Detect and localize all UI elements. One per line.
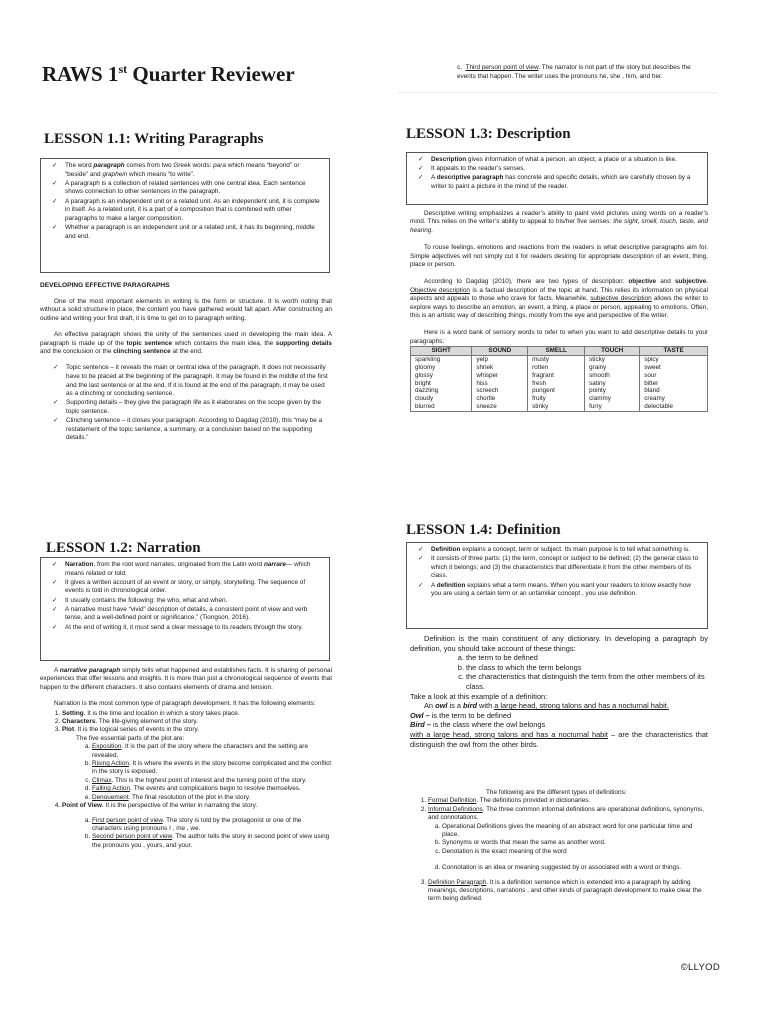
paragraph: Narration is the most common type of paragraph development. It has the following elements: bbox=[54, 700, 316, 708]
table-cell: sour bbox=[640, 372, 708, 380]
list-item: ✓ Description gives information of what a person, an object, a place or a situation is like. bbox=[418, 156, 677, 163]
list-item: a. First person point of view. The story is told by the protagonist or one of the characters using pronouns I , me , we. bbox=[92, 817, 332, 834]
table-cell: clammy bbox=[585, 395, 640, 403]
table-cell: chortle bbox=[472, 395, 528, 403]
list-item: ✓ A narrative must have “vivid” description of details, a consistent point of view and verb tense, and a well-defined point or significance.” (Tiongson, 2016). bbox=[52, 605, 308, 622]
check-icon: ✓ bbox=[52, 197, 58, 205]
check-icon: ✓ bbox=[52, 179, 58, 187]
table-cell: fresh bbox=[528, 380, 585, 388]
list-item: ✓ It gives a written account of an event or story, or simply, storytelling. The sequence of events is told in chronological order. bbox=[52, 578, 306, 595]
page-fold-shadow bbox=[398, 92, 718, 94]
table-cell: smooth bbox=[585, 372, 640, 380]
check-icon: ✓ bbox=[418, 546, 424, 553]
list-item: b. the class to which the term belongs bbox=[466, 663, 708, 673]
check-icon: ✓ bbox=[52, 623, 58, 631]
list-item: ✓ The word paragraph comes from two Greek words: para which means “beyond” or “beside” and graphein which means “to write”. bbox=[52, 162, 300, 178]
paragraph: Here is a word bank of sensory words to refer to when you want to add descriptive details to your paragraphs: bbox=[410, 329, 708, 345]
definition-types-section bbox=[410, 789, 708, 904]
sensory-word-bank-table bbox=[410, 346, 708, 412]
check-icon: ✓ bbox=[53, 364, 59, 372]
list-item: ✓ Supporting details – they give the paragraph life as it elaborates on the scope given by the topic sentence. bbox=[53, 399, 322, 415]
table-cell: cloudy bbox=[411, 395, 472, 403]
list-item: ✓ Topic sentence – it reveals the main or central idea of the paragraph. It does not necessarily have to be placed at the beginning of the paragraph. It may be found in the middle of the first and the last sentence or at the end. If it is found at the end of the paragraph, it may be used as a clinching or concluding sentence. bbox=[53, 364, 328, 398]
lesson-1-1-heading: LESSON 1.1: Writing Paragraphs bbox=[44, 131, 264, 147]
list-item: ✓ At the end of writing it, it must send a clear message to its readers through the story. bbox=[52, 623, 303, 631]
table-row bbox=[411, 395, 708, 403]
list-item: c. Climax. This is the highest point of interest and the turning point of the story. bbox=[92, 777, 332, 785]
table-cell: grainy bbox=[585, 364, 640, 372]
list-item: ✓ A descriptive paragraph has concrete and specific details, which are carefully chosen by a writer to paint a picture in the mind of the reader. bbox=[418, 174, 691, 190]
table-cell: fruity bbox=[528, 395, 585, 403]
list-item: d. Connotation is an idea or meaning suggested by or associated with a word or things. bbox=[442, 864, 708, 872]
lesson-1-4-summary-box bbox=[406, 542, 708, 629]
check-icon: ✓ bbox=[52, 596, 58, 604]
definition-types-list bbox=[410, 797, 708, 903]
list-item: ✓ Definition explains a concept, term or subject. Its main purpose is to tell what something is. bbox=[418, 546, 690, 553]
table-cell: creamy bbox=[640, 395, 708, 403]
table-cell: bright bbox=[411, 380, 472, 388]
check-icon: ✓ bbox=[418, 156, 424, 163]
check-icon: ✓ bbox=[52, 561, 58, 568]
lesson-1-4-body bbox=[410, 634, 708, 749]
table-cell: gloomy bbox=[411, 364, 472, 372]
definition-considerations-list bbox=[410, 653, 708, 691]
list-item: d. Falling Action. The events and complications begin to resolve themselves. bbox=[92, 785, 332, 793]
table-row bbox=[411, 356, 708, 364]
lesson-1-4-heading: LESSON 1.4: Definition bbox=[406, 522, 561, 538]
list-item: 1. Formal Definition. The definitions provided in dictionaries. bbox=[428, 797, 708, 805]
list-item: a. Exposition. It is the part of the story where the characters and the setting are revealed. bbox=[92, 743, 332, 760]
list-item: 4. Point of View. It is the perspective of the writer in narrating the story. a. First person point of view. The story is told by the protagonist or one of the characters using pronouns I , me , we. b. Second person point of view. The author tells the story in second point of view using the pronouns you , yours, and your. bbox=[62, 802, 332, 850]
table-row bbox=[411, 364, 708, 372]
table-row bbox=[411, 380, 708, 388]
list-item: ✓ It usually contains the following: the who, what and when. bbox=[52, 596, 228, 604]
check-icon: ✓ bbox=[418, 581, 424, 589]
bird-class-line: Bird – is the class where the owl belongs bbox=[410, 720, 546, 730]
informal-definitions-list bbox=[428, 823, 708, 873]
table-cell: bitter bbox=[640, 380, 708, 388]
check-icon: ✓ bbox=[53, 399, 59, 407]
lesson-1-3-body bbox=[410, 210, 708, 412]
table-cell: whisper bbox=[472, 372, 528, 380]
lesson-1-2-heading: LESSON 1.2: Narration bbox=[46, 540, 201, 556]
column-header: SOUND bbox=[472, 347, 528, 356]
table-cell: spicy bbox=[640, 356, 708, 364]
list-item: e. Denouement. The final resolution of the plot in the story. bbox=[92, 794, 332, 802]
table-cell: sweet bbox=[640, 364, 708, 372]
characteristics-line: with a large head, strong talons and has a nocturnal habit – are the characteristics that distinguish the owl from the other birds. bbox=[410, 729, 708, 749]
copyright-mark: ©LLYOD bbox=[680, 962, 720, 973]
list-item: a. Operational Definitions gives the meaning of an abstract word for one particular time and place. bbox=[442, 823, 708, 840]
list-item: 3. Plot. It is the logical series of events in the story. The five essential parts of the plot are: a. Exposition. It is the part of the story where the characters and the setting are revealed. b. Rising Action. It is where the events in the story become complicated and the conflict in the story is exposed. c. Climax. This is the highest point of interest and the turning point of the story. d. Falling Action. The events and complications begin to resolve themselves. e. Denouement. The final resolution of the plot in the story. bbox=[62, 726, 332, 802]
types-intro: The following are the different types of definitions: bbox=[486, 789, 627, 796]
table-cell: musty bbox=[528, 356, 585, 364]
list-item: ✓ It consists of three parts: (1) the term, concept or subject to be defined; (2) the general class to which it belongs; and (3) the characteristics that differentiate it from the other members of its class. bbox=[418, 555, 699, 580]
table-cell: yelp bbox=[472, 356, 528, 364]
document-title: RAWS 1st Quarter Reviewer bbox=[42, 62, 295, 86]
table-cell: sticky bbox=[585, 356, 640, 364]
table-cell: satiny bbox=[585, 380, 640, 388]
list-item: 1. Setting. It is the time and location in which a story takes place. bbox=[62, 710, 332, 718]
list-item: c. the characteristics that distinguish the term from the other members of its class. bbox=[466, 672, 708, 691]
list-item: c. Denotation is the exact meaning of the word bbox=[442, 848, 708, 856]
table-cell: delectable bbox=[640, 403, 708, 411]
table-cell: hiss bbox=[472, 380, 528, 388]
lesson-1-1-summary-box bbox=[40, 158, 330, 273]
list-item: b. Rising Action. It is where the events in the story become complicated and the conflict in the story is exposed. bbox=[92, 760, 332, 777]
owl-term-line: Owl – is the term to be defined bbox=[410, 710, 512, 720]
table-cell: furry bbox=[585, 403, 640, 411]
paragraph: Definition is the main constituent of any dictionary. In developing a paragraph by definition, you should take account of these things: bbox=[410, 634, 708, 653]
lesson-1-1-body bbox=[40, 282, 332, 444]
list-item: 3. Definition Paragraph. It is a definition sentence which is extended into a paragraph by adding meanings, descriptions, narrations , and other kinds of paragraph development to make clear the term being defined. bbox=[428, 879, 708, 904]
list-item: ✓ It appeals to the reader’s senses. bbox=[418, 165, 526, 173]
narration-elements-list bbox=[40, 710, 332, 851]
list-item: 2. Informal Definitions. The three common informal definitions are operational definitions, synonyms, and connotations. a. Operational Definitions gives the meaning of an abstract word for one particular time and place. b. Synonyms or words that mean the same as another word. c. Denotation is the exact meaning of the word d. Connotation is an idea or meaning suggested by or associated with a word or things. bbox=[428, 806, 708, 873]
paragraph: To rouse feelings, emotions and reactions from the readers is what descriptive paragraphs aim for. Simple adjectives will not simply cut it for readers desiring for appropriate description of an event, thing, place or person. bbox=[410, 244, 708, 269]
table-cell: shriek bbox=[472, 364, 528, 372]
owl-example-sentence: An owl is a bird with a large head, strong talons and has a nocturnal habit. bbox=[424, 701, 669, 711]
table-cell: dazzling bbox=[411, 387, 472, 395]
list-item: 2. Characters. The life-giving element of the story. bbox=[62, 718, 332, 726]
paragraph: Descriptive writing emphasizes a reader’s ability to paint vivid pictures using words on a reader’s mind. This relies on the writer’s ability to appeal to his/her five senses: the sight, smell, touch, taste, and hearing. bbox=[410, 210, 708, 234]
list-item: a. the term to be defined bbox=[466, 653, 708, 663]
table-cell: sneeze bbox=[472, 403, 528, 411]
check-icon: ✓ bbox=[52, 162, 58, 169]
table-row bbox=[411, 372, 708, 380]
table-cell: bland bbox=[640, 387, 708, 395]
check-icon: ✓ bbox=[53, 417, 59, 425]
lesson-1-2-summary-box bbox=[40, 557, 330, 661]
column-header: SMELL bbox=[528, 347, 585, 356]
table-cell: rotten bbox=[528, 364, 585, 372]
paragraph: One of the most important elements in writing is the form or structure. It is worth noting that without a solid structure in place, the content you have gathered would fall apart. After constructing an outline and writing your first draft, it is time to get on to paragraph writing. bbox=[40, 298, 332, 322]
table-cell: fragrant bbox=[528, 372, 585, 380]
section-subheading: DEVELOPING EFFECTIVE PARAGRAPHS bbox=[40, 282, 170, 289]
column-header: TOUCH bbox=[585, 347, 640, 356]
check-icon: ✓ bbox=[52, 223, 58, 231]
check-icon: ✓ bbox=[418, 555, 424, 563]
list-item: ✓ Clinching sentence – it closes your paragraph. According to Dagdag (2010), this “may be a restatement of the topic sentence, a summary, or a conclusion based on the supporting details.” bbox=[53, 417, 323, 442]
third-person-pov-note: c. Third person point of view. The narrator is not part of the story but describes the events that happen. The writer uses the pronouns he, she , him, and her. bbox=[457, 64, 691, 80]
list-item: ✓ A paragraph is an independent unit or a related unit. As an independent unit, it is complete in itself. As a related unit, it is a part of a composition that is combined with other paragraphs to make a larger composition. bbox=[52, 197, 320, 222]
lesson-1-3-summary-box bbox=[406, 152, 708, 205]
table-body bbox=[411, 356, 708, 412]
paragraph: According to Dagdag (2010), there are two types of description: objective and subjective. Objective description is a factual description of the topic at hand. This relies its information on physical aspects and appeals to those who crave for facts. Meanwhile, subjective description allows the writer to explore ways to describe an emotion, an event, a thing, a place or person, appealing to emotions. Often, this is an artistic way of describing things, mostly from the eye and perspective of the writer. bbox=[410, 278, 709, 320]
check-icon: ✓ bbox=[52, 605, 58, 613]
example-intro: Take a look at this example of a definition: bbox=[410, 691, 548, 701]
plot-parts-list bbox=[62, 743, 332, 802]
check-icon: ✓ bbox=[418, 165, 424, 173]
table-cell: stinky bbox=[528, 403, 585, 411]
pov-list bbox=[62, 817, 332, 851]
column-header: SIGHT bbox=[411, 347, 472, 356]
list-item: ✓ Narration, from the root word narrates, originated from the Latin word narrare— which means related or told. bbox=[52, 561, 311, 577]
list-item: b. Second person point of view. The author tells the story in second point of view using the pronouns you , yours, and your. bbox=[92, 833, 332, 850]
table-cell: glossy bbox=[411, 372, 472, 380]
table-row bbox=[411, 387, 708, 395]
list-item: b. Synonyms or words that mean the same as another word. bbox=[442, 839, 708, 847]
plot-intro: The five essential parts of the plot are: bbox=[76, 734, 185, 742]
column-header: TASTE bbox=[640, 347, 708, 356]
list-item: ✓ A definition explains what a term means. When you want your readers to know exactly how you are using a certain term or an unfamiliar concept , you use definition. bbox=[418, 581, 692, 598]
paragraph: An effective paragraph shows the unity of the sentences used in developing the main idea. A paragraph is made up of the topic sentence which contains the main idea, the supporting details and the conclusion or the clinching sentence at the end. bbox=[40, 331, 332, 356]
lesson-1-3-heading: LESSON 1.3: Description bbox=[406, 126, 571, 142]
table-header-row bbox=[411, 347, 708, 356]
table-cell: sparkling bbox=[411, 356, 472, 364]
list-item: ✓ A paragraph is a collection of related sentences with one central idea. Each sentence shows connection to other sentences in the paragraph. bbox=[52, 179, 306, 196]
table-cell: pungent bbox=[528, 387, 585, 395]
table-cell: blurred bbox=[411, 403, 472, 411]
list-item: ✓ Whether a paragraph is an independent unit or a related unit, it has its beginning, middle and end. bbox=[52, 223, 315, 240]
table-cell: pointy bbox=[585, 387, 640, 395]
check-icon: ✓ bbox=[418, 174, 424, 182]
table-row bbox=[411, 403, 708, 411]
table-cell: screech bbox=[472, 387, 528, 395]
check-icon: ✓ bbox=[52, 578, 58, 586]
paragraph: A narrative paragraph simply tells what happened and establishes facts. It is sharing of personal experiences that offer lessons and insights. It is more than just a chronological sequence of events that happen to the different characters. It also contains elements of drama and tension. bbox=[40, 667, 332, 691]
lesson-1-2-body bbox=[40, 667, 332, 850]
